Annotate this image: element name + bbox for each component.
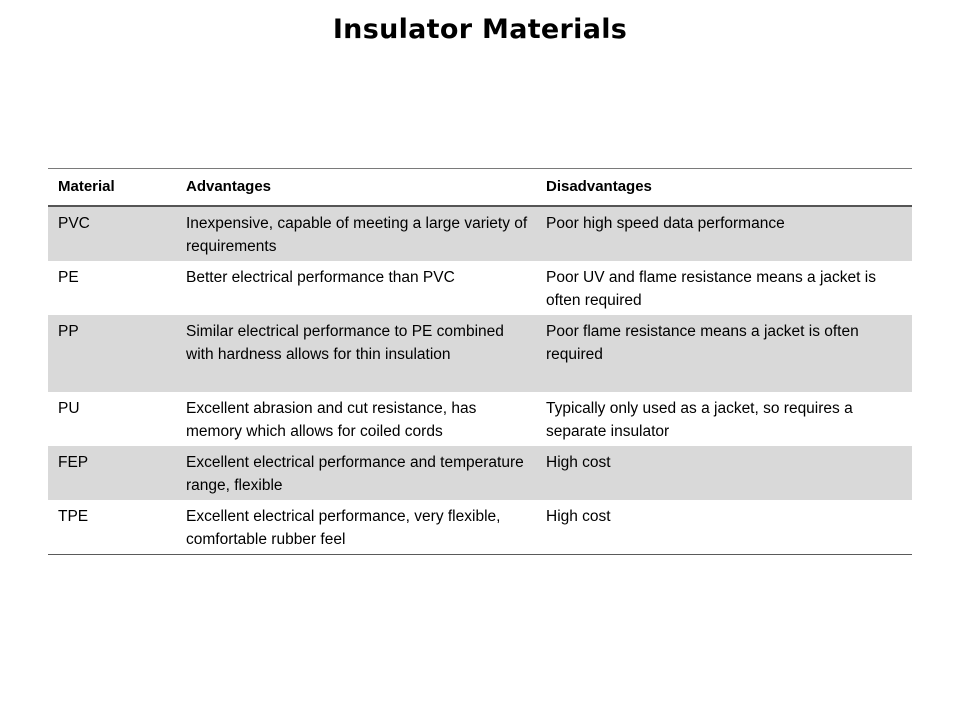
materials-table	[48, 168, 912, 555]
table-row	[48, 207, 912, 261]
material-cell: TPE	[58, 508, 89, 525]
advantages-cell: Better electrical performance than PVC	[186, 269, 455, 286]
table-row	[48, 392, 912, 446]
material-cell: PU	[58, 400, 80, 417]
table-row	[48, 261, 912, 315]
material-cell: PP	[58, 323, 79, 340]
header-disadvantages: Disadvantages	[546, 178, 652, 195]
disadvantages-cell: Poor UV and flame resistance means a jacket is often required	[546, 269, 876, 309]
header-advantages: Advantages	[186, 178, 272, 195]
table-row	[48, 446, 912, 500]
advantages-cell: Excellent electrical performance and temperature range, flexible	[186, 454, 524, 494]
advantages-cell: Similar electrical performance to PE combined with hardness allows for thin insulation	[186, 323, 504, 363]
disadvantages-cell: Poor high speed data performance	[546, 215, 785, 232]
header-material: Material	[58, 178, 115, 195]
disadvantages-cell: Poor flame resistance means a jacket is often required	[546, 323, 859, 363]
material-cell: PVC	[58, 215, 90, 232]
disadvantages-cell: High cost	[546, 454, 611, 471]
disadvantages-cell: High cost	[546, 508, 611, 525]
material-cell: FEP	[58, 454, 89, 471]
disadvantages-cell: Typically only used as a jacket, so requires a separate insulator	[546, 400, 853, 440]
material-cell: PE	[58, 269, 79, 286]
advantages-cell: Excellent electrical performance, very flexible, comfortable rubber feel	[186, 508, 501, 548]
advantages-cell: Inexpensive, capable of meeting a large variety of requirements	[186, 215, 528, 255]
table-header-row	[48, 169, 912, 207]
table-row	[48, 315, 912, 392]
table-row	[48, 500, 912, 554]
advantages-cell: Excellent abrasion and cut resistance, has memory which allows for coiled cords	[186, 400, 477, 440]
page-title: Insulator Materials	[332, 14, 628, 45]
